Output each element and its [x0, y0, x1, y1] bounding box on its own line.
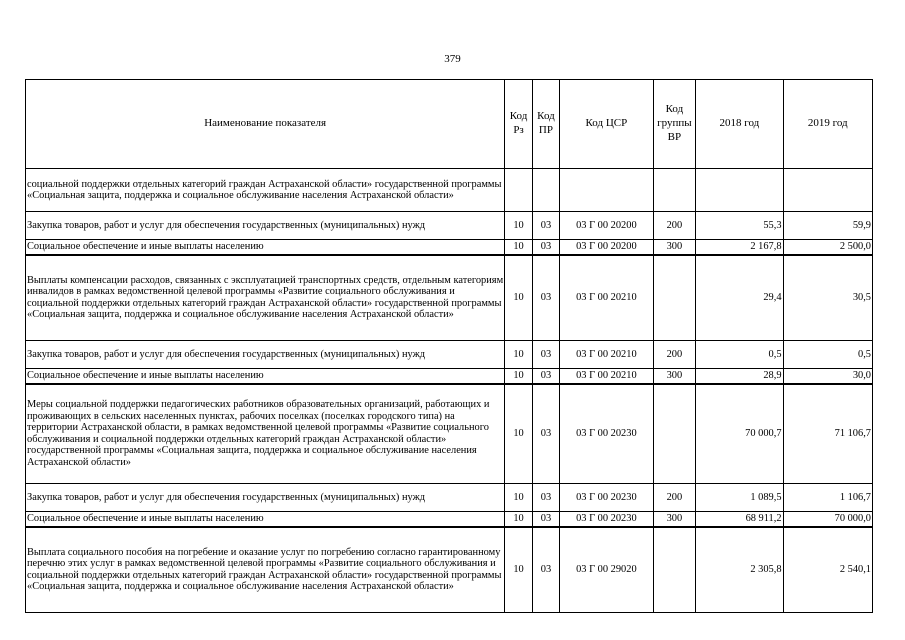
header-2019: 2019 год	[783, 80, 872, 169]
row-2019: 30,0	[783, 369, 872, 384]
row-csr: 03 Г 00 29020	[560, 527, 653, 613]
row-name: Закупка товаров, работ и услуг для обеспечения государственных (муниципальных) нужд	[26, 212, 505, 240]
row-2018: 28,9	[696, 369, 783, 384]
row-2018: 68 911,2	[696, 512, 783, 527]
row-csr: 03 Г 00 20210	[560, 341, 653, 369]
row-pr: 03	[532, 527, 559, 613]
table-row	[26, 169, 873, 212]
row-2019: 2 540,1	[783, 527, 872, 613]
row-2018	[696, 169, 783, 212]
row-csr: 03 Г 00 20210	[560, 255, 653, 341]
row-pr	[532, 169, 559, 212]
row-vr: 300	[653, 512, 696, 527]
row-name: Выплата социального пособия на погребение и оказание услуг по погребению согласно гарантированному перечню этих услуг в рамках ведомственной целевой программы «Развитие социального обслуживания и социальной поддержки отдельных категорий граждан Астраханской области» государственной программы «Социальная защита, поддержка и социальное обслуживание населения Астраханской области»	[26, 527, 505, 613]
header-pr: Код ПР	[532, 80, 559, 169]
row-name: Выплаты компенсации расходов, связанных с эксплуатацией транспортных средств, отдельным категориям инвалидов в рамках ведомственной целевой программы «Развитие социального обслуживания и социальной поддержки отдельных категорий граждан Астраханской области» государственной программы «Социальная защита, поддержка и социальное обслуживание населения Астраханской области»	[26, 255, 505, 341]
row-rz: 10	[505, 384, 532, 484]
table-row	[26, 527, 873, 613]
row-2018: 70 000,7	[696, 384, 783, 484]
table-row	[26, 212, 873, 240]
row-vr	[653, 384, 696, 484]
row-2019: 70 000,0	[783, 512, 872, 527]
row-csr: 03 Г 00 20200	[560, 212, 653, 240]
header-2018: 2018 год	[696, 80, 783, 169]
row-csr: 03 Г 00 20200	[560, 240, 653, 255]
row-name: Социальное обеспечение и иные выплаты населению	[26, 369, 505, 384]
row-name: Закупка товаров, работ и услуг для обеспечения государственных (муниципальных) нужд	[26, 341, 505, 369]
row-rz: 10	[505, 212, 532, 240]
row-rz: 10	[505, 512, 532, 527]
row-vr: 200	[653, 212, 696, 240]
row-rz	[505, 169, 532, 212]
row-csr: 03 Г 00 20230	[560, 512, 653, 527]
table-header-row	[26, 80, 873, 169]
row-rz: 10	[505, 240, 532, 255]
row-2019	[783, 169, 872, 212]
row-2019: 0,5	[783, 341, 872, 369]
row-name: Социальное обеспечение и иные выплаты населению	[26, 240, 505, 255]
table-row	[26, 484, 873, 512]
row-rz: 10	[505, 484, 532, 512]
row-2019: 2 500,0	[783, 240, 872, 255]
row-csr: 03 Г 00 20230	[560, 484, 653, 512]
row-pr: 03	[532, 212, 559, 240]
row-2018: 29,4	[696, 255, 783, 341]
row-vr: 300	[653, 369, 696, 384]
row-name: Меры социальной поддержки педагогических работников образовательных организаций, работающих и проживающих в сельских населенных пунктах, рабочих поселках (поселках городского типа) на территории Астраханской области, в рамках ведомственной целевой программы «Развитие социального обслуживания и социальной поддержки отдельных категорий граждан Астраханской области» государственной программы «Социальная защита, поддержка и социальное обслуживание населения Астраханской области»	[26, 384, 505, 484]
table-row	[26, 255, 873, 341]
row-vr	[653, 169, 696, 212]
row-csr	[560, 169, 653, 212]
row-2019: 30,5	[783, 255, 872, 341]
row-rz: 10	[505, 341, 532, 369]
row-2018: 0,5	[696, 341, 783, 369]
header-vr: Код группы ВР	[653, 80, 696, 169]
row-pr: 03	[532, 341, 559, 369]
table-row	[26, 384, 873, 484]
row-rz: 10	[505, 369, 532, 384]
row-2019: 71 106,7	[783, 384, 872, 484]
row-2018: 1 089,5	[696, 484, 783, 512]
row-csr: 03 Г 00 20210	[560, 369, 653, 384]
table-row	[26, 240, 873, 255]
header-rz: Код Рз	[505, 80, 532, 169]
header-csr: Код ЦСР	[560, 80, 653, 169]
row-name: Социальное обеспечение и иные выплаты населению	[26, 512, 505, 527]
row-vr: 200	[653, 484, 696, 512]
row-pr: 03	[532, 384, 559, 484]
row-pr: 03	[532, 484, 559, 512]
row-2019: 59,9	[783, 212, 872, 240]
header-name: Наименование показателя	[26, 80, 505, 169]
row-pr: 03	[532, 255, 559, 341]
row-rz: 10	[505, 527, 532, 613]
page-number: 379	[444, 53, 461, 65]
row-csr: 03 Г 00 20230	[560, 384, 653, 484]
table-row	[26, 369, 873, 384]
row-2019: 1 106,7	[783, 484, 872, 512]
table-row	[26, 341, 873, 369]
row-rz: 10	[505, 255, 532, 341]
row-name: социальной поддержки отдельных категорий граждан Астраханской области» государственной программы «Социальная защита, поддержка и социальное обслуживание населения Астраханской области»	[26, 169, 505, 212]
row-pr: 03	[532, 240, 559, 255]
row-vr: 300	[653, 240, 696, 255]
row-2018: 2 305,8	[696, 527, 783, 613]
row-vr: 200	[653, 341, 696, 369]
row-2018: 2 167,8	[696, 240, 783, 255]
table-row	[26, 512, 873, 527]
row-vr	[653, 255, 696, 341]
budget-table	[25, 79, 873, 613]
row-name: Закупка товаров, работ и услуг для обеспечения государственных (муниципальных) нужд	[26, 484, 505, 512]
row-2018: 55,3	[696, 212, 783, 240]
row-vr	[653, 527, 696, 613]
row-pr: 03	[532, 369, 559, 384]
row-pr: 03	[532, 512, 559, 527]
